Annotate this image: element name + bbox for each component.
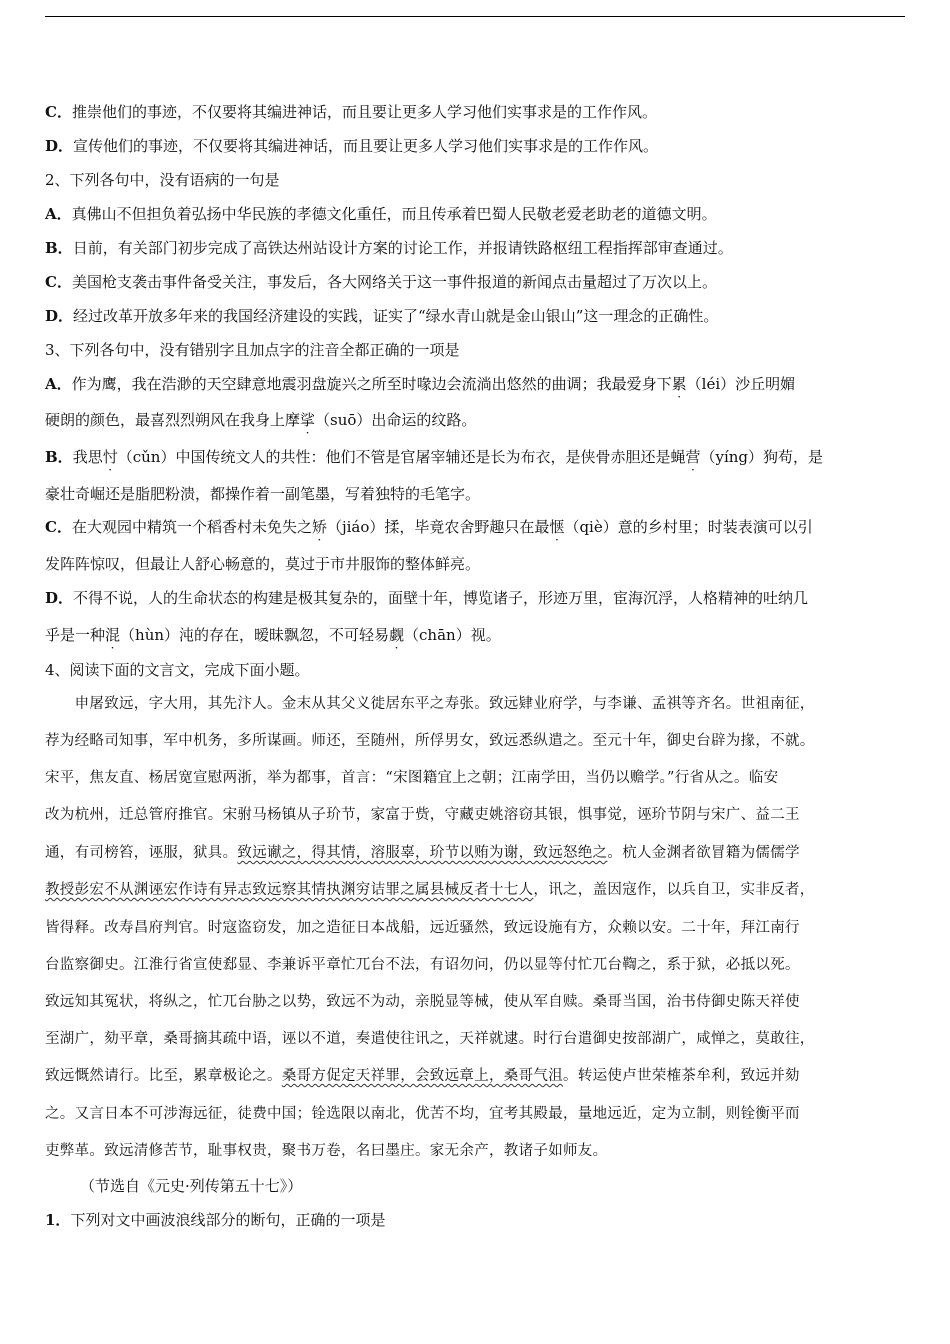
question-3-option-c-line1: C．在大观园中精筑一个稻香村未免失之矫（jiáo）揉，毕竟农舍野趣只在最惬（qiè）意的乡村里；时装表演可以引 (45, 518, 813, 536)
passage-line: 宋平，焦友直、杨居宽宣慰两浙，举为都事，首言：“宋图籍宜上之朝；江南学田，当仍以赡学。”行省从之。临安 (45, 770, 779, 786)
passage-line: 皆得释。改寿昌府判官。时寇盗窃发，加之造征日本战船，远近骚然，致远设施有方，众赖以安。二十年，拜江南行 (45, 920, 800, 936)
passage-line: 教授彭宏不从渊诬宏作诗有异志致远察其情执渊穷诘罪之属县械反者十七人，讯之，盖因寇作，以兵自卫，实非反者， (45, 882, 815, 898)
question-2-option-d: D．经过改革开放多年来的我国经济建设的实践，证实了“绿水青山就是金山银山”这一理念的正确性。 (45, 307, 719, 325)
passage-line: 至湖广，劾平章，桑哥摘其疏中语，诬以不道，奏遣使往讯之，天祥就逮。时行台遣御史按部湖广，咸惮之，莫敢往， (45, 1031, 815, 1047)
passage-line: 通，有司榜笞，诬服，狱具。致远谳之，得其情，溶服辜，玠节以贿为谢，致远怒绝之。杭人金渊者欲冒籍为儒儒学 (45, 845, 800, 861)
passage-line: 荐为经略司知事，军中机务，多所谋画。师还，至随州，所俘男女，致远悉纵遣之。至元十年，御史台辟为掾，不就。 (45, 733, 815, 749)
passage-line: 台监察御史。江淮行省宣使郄显、李兼诉平章忙兀台不法，有诏勿问，仍以显等付忙兀台鞫之，系于狱，必抵以死。 (45, 957, 800, 973)
wavy-underlined-text: 教授彭宏不从渊诬宏作诗有异志致远察其情执渊穷诘罪之属县械反者十七人 (45, 882, 534, 898)
dotted-char: 矫 (311, 518, 327, 536)
dotted-char: 忖 (102, 448, 118, 466)
dotted-char: 混 (105, 626, 121, 644)
dotted-char: 挲 (300, 411, 316, 429)
question-2-option-c: C．美国枪支袭击事件备受关注，事发后，各大网络关于这一事件报道的新闻点击量超过了万次以上。 (45, 273, 717, 291)
question-2-option-a: A．真佛山不但担负着弘扬中华民族的孝德文化重任，而且传承着巴蜀人民敬老爱老助老的道德文明。 (45, 205, 717, 223)
passage-source: （节选自《元史·列传第五十七》） (80, 1177, 303, 1195)
question-3-option-c-line2: 发阵阵惊叹，但最让人舒心畅意的，莫过于市井服饰的整体鲜亮。 (45, 555, 481, 573)
question-3-option-b-line1: B．我思忖（cǔn）中国传统文人的共性：他们不管是官屠宰辅还是长为布衣，是侠骨赤胆还是蝇营（yíng）狗苟，是 (45, 448, 824, 466)
question-2-option-b: B．日前，有关部门初步完成了高铁达州站设计方案的讨论工作，并报请铁路枢纽工程指挥部审查通过。 (45, 239, 733, 257)
passage-line: 之。又言日本不可涉海远征，徒费中国；铨选限以南北，优苦不均，宜考其殿最，量地远近，定为立制，则铨衡平而 (45, 1106, 800, 1122)
question-3-option-d-line1: D．不得不说，人的生命状态的构建是极其复杂的，面壁十年，博览诸子，形迹万里，宦海沉浮，人格精神的吐纳几 (45, 589, 809, 607)
passage-line: 致远知其冤状，将纵之，忙兀台胁之以势，致远不为动，亲脱显等械，使从军自赎。桑哥当国，治书侍御史陈天祥使 (45, 994, 800, 1010)
question-4-stem: 4、阅读下面的文言文，完成下面小题。 (45, 661, 310, 679)
passage-line: 致远慨然请行。比至，累章极论之。桑哥方促定天祥罪，会致远章上，桑哥气沮。转运使卢世荣榷茶牟利，致远并劾 (45, 1068, 800, 1084)
header-rule (45, 16, 905, 17)
option-d-line: D．宣传他们的事迹，不仅要将其编进神话，而且要让更多人学习他们实事求是的工作作风。 (45, 137, 659, 155)
option-c-line: C．推崇他们的事迹，不仅要将其编进神话，而且要让更多人学习他们实事求是的工作作风。 (45, 103, 657, 121)
question-3-option-d-line2: 乎是一种混（hùn）沌的存在，暧昧飘忽，不可轻易觑（chān）视。 (45, 626, 501, 644)
dotted-char: 营 (685, 448, 701, 466)
passage-line: 改为杭州，迁总管府推官。宋驸马杨镇从子玠节，家富于赀，守藏吏姚溶窃其银，惧事觉，诬玠节阴与宋广、益二王 (45, 807, 800, 823)
dotted-char: 惬 (549, 518, 565, 536)
wavy-underlined-text: 致远谳之，得其情，溶服辜，玠节以贿为谢，致远怒绝之 (237, 845, 608, 861)
question-2-stem: 2、下列各句中，没有语病的一句是 (45, 171, 280, 189)
sub-question-1: 1．下列对文中画波浪线部分的断句，正确的一项是 (45, 1211, 386, 1229)
question-3-option-a-line1: A．作为鹰，我在浩渺的天空肆意地震羽盘旋兴之所至时喙边会流淌出悠然的曲调；我最爱身下累（léi）沙丘明媚 (45, 375, 796, 393)
question-3-option-a-line2: 硬朗的颜色，最喜烈烈朔风在我身上摩挲（suō）出命运的纹路。 (45, 411, 477, 429)
question-3-stem: 3、下列各句中，没有错别字且加点字的注音全都正确的一项是 (45, 341, 460, 359)
passage-line: 吏弊革。致远清修苦节，耻事权贵，聚书万卷，名曰墨庄。家无余产，教诸子如师友。 (45, 1143, 608, 1159)
dotted-char: 觑 (389, 626, 405, 644)
passage-line: 申屠致远，字大用，其先汴人。金末从其父义徙居东平之寿张。致远肄业府学，与李谦、孟祺等齐名。世祖南征， (45, 696, 815, 712)
dotted-char: 累 (671, 375, 687, 393)
wavy-underlined-text: 桑哥方促定天祥罪，会致远章上，桑哥气沮 (281, 1068, 564, 1084)
question-3-option-b-line2: 豪壮奇崛还是脂肥粉溃，都操作着一副笔墨，写着独特的毛笔字。 (45, 485, 481, 503)
